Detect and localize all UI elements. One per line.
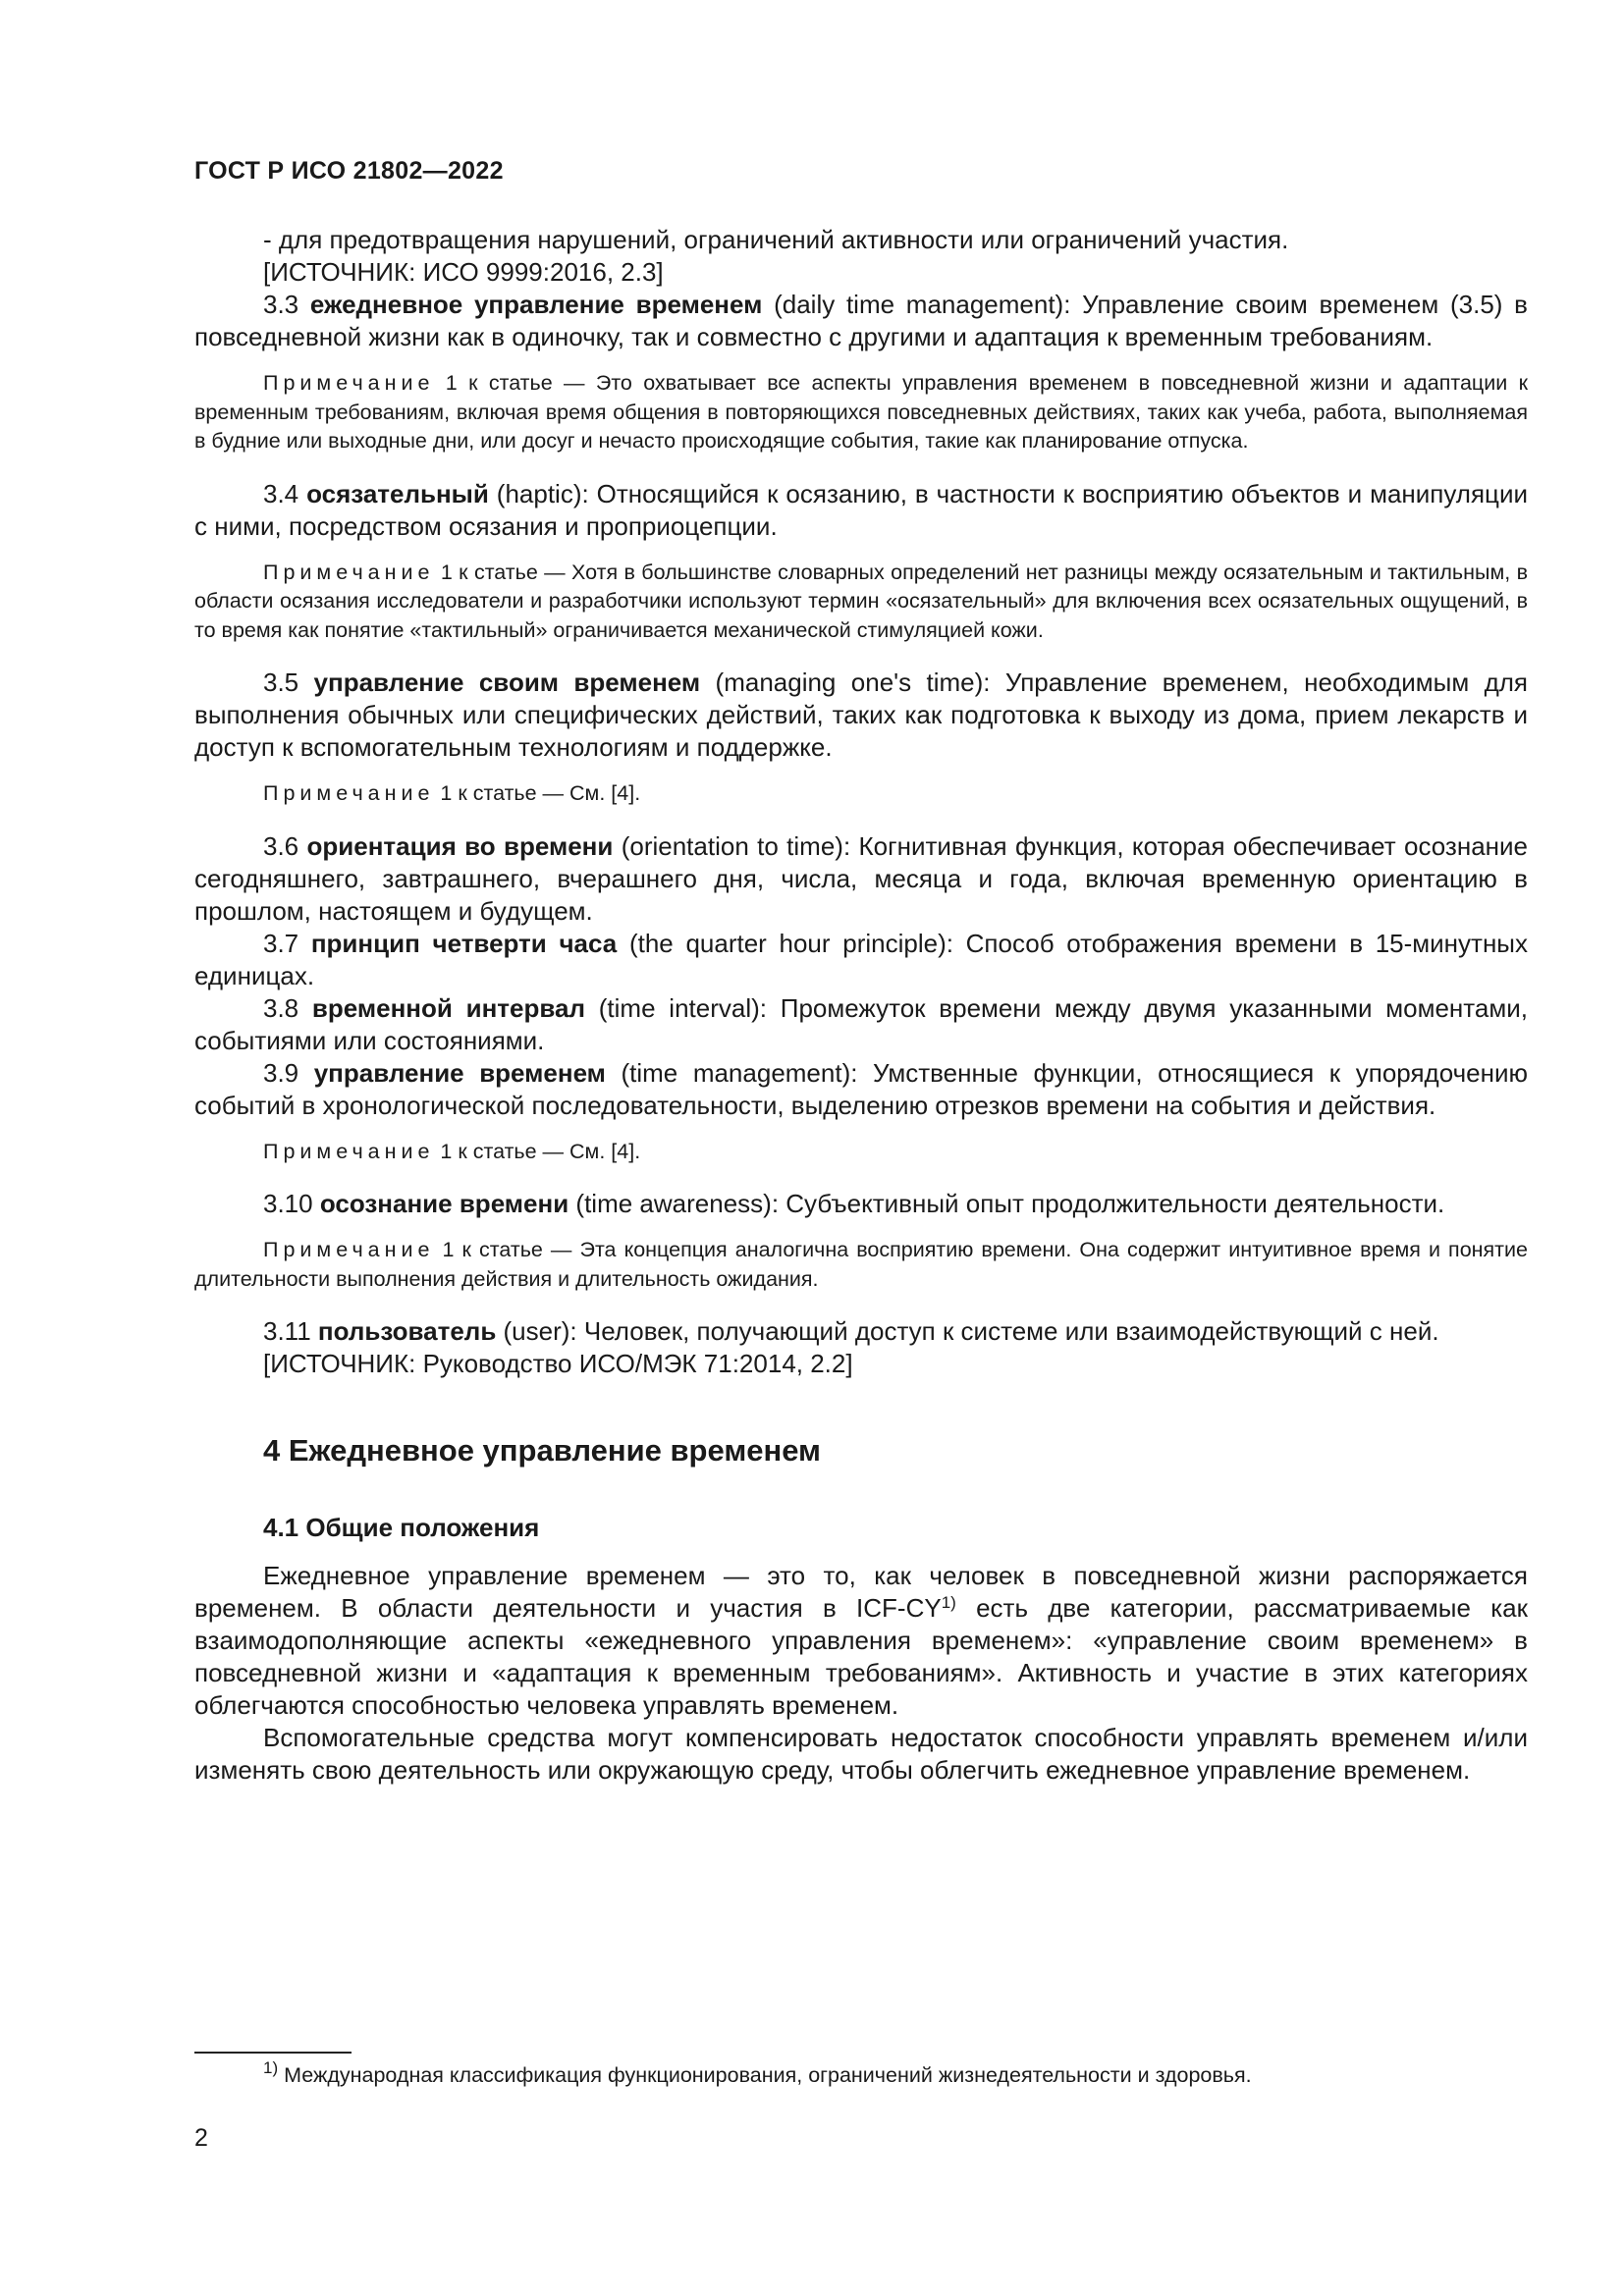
term-definition: (haptic): Относящийся к осязанию, в частности к восприятию объектов и манипуляции с ними, посредством осязания и проприоцепции. — [194, 478, 1528, 541]
term-number: 3.7 — [263, 928, 311, 958]
term-definition: (managing one's time): Управление временем, необходимым для выполнения обычных или специфических действий, таких как подготовка к выходу из дома, прием лекарств и доступ к вспомогательным технологиям и поддержке. — [194, 667, 1528, 762]
subsection-heading-4-1: 4.1 Общие положения — [263, 1513, 540, 1542]
term-name: управление временем — [313, 1057, 606, 1088]
term-number: 3.4 — [263, 478, 307, 508]
term-entry-3-7 — [194, 928, 1528, 992]
term-entry-3-5 — [194, 667, 1528, 764]
term-entry-3-6 — [194, 830, 1528, 928]
term-number: 3.6 — [263, 830, 307, 861]
term-entry-3-3 — [194, 289, 1528, 353]
source-reference: [ИСТОЧНИК: Руководство ИСО/МЭК 71:2014, 2.2] — [263, 1349, 853, 1378]
note-text: к статье — См. [4]. — [458, 1139, 641, 1163]
term-name: осязательный — [306, 478, 489, 508]
body-paragraph: Вспомогательные средства могут компенсировать недостаток способности управлять временем и/или изменять свою деятельность или окружающую среду, чтобы облегчить ежедневное управление временем. — [194, 1723, 1528, 1785]
list-item: - для предотвращения нарушений, ограничений активности или ограничений участия. — [263, 225, 1289, 254]
footnote-reference: 1) — [941, 1593, 956, 1612]
term-definition: (daily time management): Управление своим временем (3.5) в повседневной жизни как в одиночку, так и совместно с другими и адаптация к временным требованиям. — [194, 290, 1528, 351]
paragraph-text: Ежедневное управление временем — это то, как человек в повседневной жизни распоряжается временем. В области деятельности и участия в ICF-CY — [194, 1561, 1528, 1623]
note-label: Примечание — [263, 1139, 435, 1163]
term-number: 3.5 — [263, 667, 314, 697]
term-name: ежедневное управление временем — [309, 290, 763, 319]
term-name: управление своим временем — [313, 667, 701, 697]
note-label: Примечание — [263, 781, 435, 805]
term-entry-3-11 — [194, 1315, 1528, 1348]
note-number: 1 — [434, 560, 460, 584]
term-entry-3-9 — [194, 1057, 1528, 1122]
footnote-mark: 1) — [263, 2058, 279, 2077]
term-definition: (orientation to time): Когнитивная функция, которая обеспечивает осознание сегодняшнего, завтрашнего, вчерашнего дня, числа, месяца и года, включая временную ориентацию в прошлом, настоящем и будущем. — [194, 830, 1528, 926]
term-entry-3-8 — [194, 992, 1528, 1057]
term-name: временной интервал — [311, 992, 585, 1023]
footnote-divider — [194, 2052, 352, 2054]
note-text: к статье — Это охватывает все аспекты управления временем в повседневной жизни и адаптации к временным требованиям, включая время общения в повторяющихся повседневных действиях, таких как учеба, работа, выполняемая в будние или выходные дни, или досуг и нечасто происходящие события, такие как планирование отпуска. — [194, 371, 1528, 453]
document-body — [194, 224, 1528, 1787]
term-note — [194, 1138, 1528, 1167]
note-label: Примечание — [263, 371, 435, 395]
term-definition: (time interval): Промежуток времени между двумя указанными моментами, событиями или состояниями. — [194, 992, 1528, 1055]
term-definition: (time awareness): Субъективный опыт продолжительности деятельности. — [568, 1189, 1445, 1218]
term-note — [194, 1236, 1528, 1294]
term-number: 3.8 — [263, 992, 312, 1023]
term-name: принцип четверти часа — [310, 928, 618, 958]
note-text: к статье — См. [4]. — [458, 781, 641, 805]
term-definition: (user): Человек, получающий доступ к системе или взаимодействующий с ней. — [496, 1316, 1439, 1346]
term-name: ориентация во времени — [306, 830, 614, 861]
page-number: 2 — [194, 2124, 208, 2152]
note-number: 1 — [434, 781, 459, 805]
note-label: Примечание — [263, 560, 435, 584]
note-label: Примечание — [263, 1238, 435, 1261]
term-number: 3.11 — [263, 1316, 318, 1346]
term-definition: (time management): Умственные функции, относящиеся к упорядочению событий в хронологической последовательности, выделению отрезков времени на события и действия. — [194, 1057, 1528, 1120]
term-name: пользователь — [317, 1316, 497, 1346]
body-paragraph — [194, 1560, 1528, 1722]
term-note — [194, 779, 1528, 809]
section-heading-4: 4 Ежедневное управление временем — [263, 1433, 821, 1468]
term-number: 3.3 — [263, 290, 310, 319]
term-entry-3-10 — [194, 1188, 1528, 1220]
term-definition: (the quarter hour principle): Способ отображения времени в 15-минутных единицах. — [194, 928, 1528, 990]
term-name: осознание времени — [319, 1189, 569, 1218]
footnote-text: Международная классификация функционирования, ограничений жизнедеятельности и здоровья. — [278, 2063, 1252, 2087]
paragraph-text: есть две категории, рассматриваемые как взаимодополняющие аспекты «ежедневного управления временем»: «управление своим временем» в повседневной жизни и «адаптация к временным требованиям». Активность и участие в этих категориях облегчаются способностью человека управлять временем. — [194, 1593, 1528, 1720]
term-number: 3.10 — [263, 1189, 320, 1218]
term-entry-3-4 — [194, 478, 1528, 543]
term-note — [194, 369, 1528, 456]
source-reference: [ИСТОЧНИК: ИСО 9999:2016, 2.3] — [263, 257, 664, 287]
term-note — [194, 559, 1528, 646]
footnote — [263, 2058, 1252, 2090]
note-number: 1 — [434, 371, 469, 395]
term-number: 3.9 — [263, 1057, 314, 1088]
note-text: к статье — Хотя в большинстве словарных определений нет разницы между осязательным и тактильным, в области осязания исследователи и разработчики используют термин «осязательный» для включения всех осязательных ощущений, в то время как понятие «тактильный» ограничивается механической стимуляцией кожи. — [194, 560, 1528, 642]
note-text: к статье — Эта концепция аналогична восприятию времени. Она содержит интуитивное время и понятие длительности выполнения действия и длительность ожидания. — [194, 1238, 1528, 1291]
note-number: 1 — [434, 1238, 462, 1261]
note-number: 1 — [434, 1139, 459, 1163]
document-header: ГОСТ Р ИСО 21802—2022 — [194, 157, 504, 185]
